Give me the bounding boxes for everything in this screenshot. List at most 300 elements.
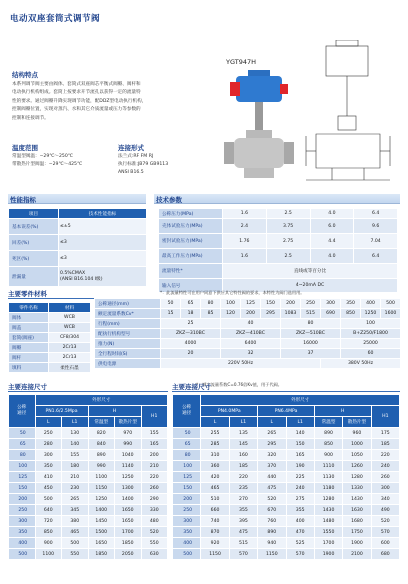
dim-cell: 140 <box>286 428 314 439</box>
dim-cell: 240 <box>371 461 399 472</box>
table-row <box>173 483 400 494</box>
dim-cell: 450 <box>35 483 62 494</box>
tech-cell: 2.75 <box>266 234 310 249</box>
dn-cell: 500 <box>381 299 401 309</box>
dn-cell: 125 <box>241 299 261 309</box>
tech-cell: 6.4 <box>354 209 398 219</box>
features-line: 性的要求。通过阀瓣升降实现调节功能，配DDZ型电动执行机构， <box>12 98 147 104</box>
actuator-cell: ZKZ—510BC <box>281 329 341 339</box>
dim-cell: 1850 <box>88 549 115 560</box>
col-header: L <box>201 417 229 428</box>
dn-cell: 100 <box>173 461 201 472</box>
table-row <box>9 494 168 505</box>
dim-cell: 570 <box>286 549 314 560</box>
table-row <box>173 538 400 549</box>
tech-cell: 2.4 <box>223 219 267 234</box>
features-line: 控制阀瓣位置，实现对蒸汽、水和其它介质流量或压力等参数的 <box>12 107 141 113</box>
perf-label: 回差(%) <box>9 235 59 251</box>
dim-cell: 395 <box>229 516 257 527</box>
dim-cell: 1150 <box>258 549 286 560</box>
dim-cell: 890 <box>258 527 286 538</box>
actuator-cell: ZKZ—310BC <box>161 329 221 339</box>
dim-cell: 420 <box>201 472 229 483</box>
tech-cell: 9.6 <box>354 219 398 234</box>
dim-cell: 310 <box>201 450 229 461</box>
kv-cell: 690 <box>321 309 341 319</box>
dn-cell: 400 <box>173 538 201 549</box>
dim2-table <box>172 394 400 560</box>
dim-cell: 295 <box>258 439 286 450</box>
table-row <box>9 439 168 450</box>
dim-cell: 1680 <box>343 516 371 527</box>
pn-header: PN6.4MPa <box>258 406 315 417</box>
dim-cell: 280 <box>35 439 62 450</box>
group-header: 外形尺寸 <box>35 395 168 406</box>
dn-cell: 300 <box>173 516 201 527</box>
stroke-cell: 100 <box>341 319 401 329</box>
dn-cell: 400 <box>9 538 36 549</box>
kv-cell: 1600 <box>381 309 401 319</box>
kv-cell: 200 <box>241 309 261 319</box>
mat-part: 填料 <box>9 363 49 373</box>
dim-cell: 520 <box>258 494 286 505</box>
features-line: 本系列调节阀主要由阀体、套筒式双座阀芯平衡式阀瓣、阀杆和 <box>12 82 141 87</box>
param-label: 额定流量系数Cv* <box>95 309 161 319</box>
dim-cell: 500 <box>62 538 89 549</box>
conn-line: ANSI B16.5 <box>118 170 144 175</box>
conn-line: 法兰式:RF FM RJ <box>118 154 154 159</box>
mat-heading: 主要零件材料 <box>8 290 47 298</box>
stroke-cell: 25 <box>161 319 221 329</box>
col-header: L <box>258 417 286 428</box>
table-row <box>9 461 168 472</box>
dim-cell: 265 <box>62 494 89 505</box>
dim1-table <box>8 394 168 560</box>
h-header: H <box>88 406 141 417</box>
perf-label: 基本误差(%) <box>9 219 59 235</box>
perf-value: ≤3 <box>59 235 147 251</box>
dim-cell: 465 <box>62 527 89 538</box>
dn-cell: 50 <box>161 299 181 309</box>
perf-heading: 性能指标 <box>10 196 36 204</box>
h1-header: H1 <box>141 406 168 428</box>
dim-cell: 920 <box>201 538 229 549</box>
dim-cell: 210 <box>141 461 168 472</box>
dim-cell: 570 <box>371 527 399 538</box>
table-row <box>173 494 400 505</box>
table-row <box>173 439 400 450</box>
mat-part: 阀瓣 <box>9 343 49 353</box>
thrust-cell: 4000 <box>161 339 221 349</box>
col-header: 散热片型 <box>343 417 371 428</box>
dim-cell: 850 <box>35 527 62 538</box>
tech-table <box>158 208 398 293</box>
dim-cell: 490 <box>371 505 399 516</box>
stroke-cell: 80 <box>281 319 341 329</box>
h-header: H <box>314 406 371 417</box>
table-row <box>9 516 168 527</box>
dn-cell: 250 <box>301 299 321 309</box>
dim-cell: 550 <box>62 549 89 560</box>
thrust-cell: 6400 <box>221 339 281 349</box>
dim-cell: 670 <box>258 505 286 516</box>
tech-label: 最高工作压力(MPa) <box>159 249 223 264</box>
dn-cell: 50 <box>9 428 36 439</box>
dn-cell: 200 <box>9 494 36 505</box>
dim-cell: 1480 <box>314 516 342 527</box>
mat-part: 阀盖 <box>9 323 49 333</box>
mat-table <box>8 302 91 373</box>
dim-cell: 350 <box>35 461 62 472</box>
dim-cell: 1180 <box>314 483 342 494</box>
dim-cell: 680 <box>371 549 399 560</box>
kv-cell: 1250 <box>361 309 381 319</box>
dim-cell: 2100 <box>343 549 371 560</box>
page-title: 电动双座套筒式调节阀 <box>10 14 101 24</box>
dim-cell: 1430 <box>343 494 371 505</box>
dim-cell: 1550 <box>314 527 342 538</box>
table-row <box>173 428 400 439</box>
tech-bar <box>154 194 400 204</box>
perf-col: 技术性能指标 <box>59 209 147 219</box>
table-row <box>173 549 400 560</box>
kv-cell: 120 <box>221 309 241 319</box>
dn-cell: 300 <box>321 299 341 309</box>
dn-header: 公称 通径 <box>9 395 36 428</box>
dim-cell: 1400 <box>88 505 115 516</box>
features-line: 控制和连接调节。 <box>12 115 49 121</box>
power-cell: 380V 50Hz <box>321 359 401 369</box>
dim-cell: 165 <box>141 439 168 450</box>
dim-cell: 440 <box>258 472 286 483</box>
thrust-cell: 16000 <box>281 339 341 349</box>
dim-cell: 145 <box>229 439 257 450</box>
dim-cell: 870 <box>201 527 229 538</box>
dim-cell: 1650 <box>115 505 142 516</box>
temp-line: 常温型阀温：−29℃～250℃ <box>12 154 73 159</box>
dim-cell: 1040 <box>115 450 142 461</box>
dim-cell: 220 <box>371 450 399 461</box>
dn-cell: 100 <box>221 299 241 309</box>
dim-cell: 345 <box>62 505 89 516</box>
dim-cell: 320 <box>258 450 286 461</box>
dim-cell: 850 <box>314 439 342 450</box>
dim-cell: 960 <box>343 428 371 439</box>
dn-cell: 50 <box>173 428 201 439</box>
dim-cell: 1900 <box>343 538 371 549</box>
tech-label: 壳体试验压力(MPa) <box>159 219 223 234</box>
table-row <box>9 428 168 439</box>
time-cell: 20 <box>161 349 221 359</box>
dim-cell: 260 <box>141 483 168 494</box>
param-label: 公称通径(mm) <box>95 299 161 309</box>
table-row <box>9 549 168 560</box>
dim-cell: 155 <box>141 428 168 439</box>
time-cell: 60 <box>341 349 401 359</box>
dn-cell: 300 <box>9 516 36 527</box>
dim-cell: 140 <box>62 439 89 450</box>
mat-col: 材料 <box>49 303 91 313</box>
dim-cell: 500 <box>35 494 62 505</box>
dim-cell: 480 <box>141 516 168 527</box>
dn-cell: 400 <box>361 299 381 309</box>
dim-cell: 1630 <box>343 505 371 516</box>
dim-cell: 1100 <box>35 549 62 560</box>
table-row <box>9 472 168 483</box>
dim-cell: 515 <box>229 538 257 549</box>
dim-cell: 510 <box>201 494 229 505</box>
dn-cell: 350 <box>9 527 36 538</box>
dim-cell: 150 <box>286 439 314 450</box>
mat-material: 2Cr13 <box>49 343 91 353</box>
tech-cell: 6.0 <box>310 219 354 234</box>
dim-cell: 260 <box>371 472 399 483</box>
dim-cell: 465 <box>201 483 229 494</box>
dim-cell: 1250 <box>88 494 115 505</box>
dim-cell: 890 <box>314 428 342 439</box>
mat-part: 套筒(阀座) <box>9 333 49 343</box>
dn-cell: 125 <box>173 472 201 483</box>
kv-cell: 15 <box>161 309 181 319</box>
dim-cell: 820 <box>88 428 115 439</box>
dim-cell: 970 <box>115 428 142 439</box>
dim-cell: 250 <box>35 428 62 439</box>
dim-cell: 1500 <box>88 527 115 538</box>
param-label: 推力(N) <box>95 339 161 349</box>
dim-cell: 570 <box>229 549 257 560</box>
dim-cell: 2050 <box>115 549 142 560</box>
param-label: 全行程时间(S) <box>95 349 161 359</box>
perf-label: 泄漏量 <box>9 267 59 287</box>
dim-cell: 360 <box>201 461 229 472</box>
dim-cell: 225 <box>286 472 314 483</box>
dim-cell: 900 <box>35 538 62 549</box>
dim-cell: 165 <box>286 450 314 461</box>
param-label: 供电电源 <box>95 359 161 369</box>
col-header: 散热片型 <box>115 417 142 428</box>
table-row <box>173 450 400 461</box>
dim-cell: 130 <box>62 428 89 439</box>
dim-cell: 630 <box>141 549 168 560</box>
dim-cell: 990 <box>115 439 142 450</box>
dim-cell: 1900 <box>314 549 342 560</box>
dn-cell: 100 <box>9 461 36 472</box>
dim-cell: 1110 <box>314 461 342 472</box>
dim-cell: 275 <box>286 494 314 505</box>
dim-cell: 475 <box>258 483 286 494</box>
dim-cell: 155 <box>62 450 89 461</box>
dim-cell: 550 <box>141 538 168 549</box>
param-table <box>94 298 401 369</box>
features-line: 电动执行机构组成。套筒上按要求开节流孔以获得一定的流量特 <box>12 90 141 96</box>
table-row <box>9 450 168 461</box>
dim1-heading: 主要连接尺寸 <box>8 383 47 391</box>
dn-cell: 350 <box>173 527 201 538</box>
mat-material: WCB <box>49 323 91 333</box>
dim-cell: 355 <box>286 505 314 516</box>
actuator-cell: ZKZ—410BC <box>221 329 281 339</box>
dim-cell: 285 <box>201 439 229 450</box>
dn-cell: 200 <box>173 494 201 505</box>
mat-part: 阀杆 <box>9 353 49 363</box>
dim-cell: 1130 <box>314 472 342 483</box>
mat-material: 柔性石墨 <box>49 363 91 373</box>
dim-cell: 160 <box>229 450 257 461</box>
dim-cell: 1700 <box>314 538 342 549</box>
time-cell: 32 <box>221 349 281 359</box>
h1-header: H1 <box>371 406 399 428</box>
table-row <box>9 505 168 516</box>
dim-cell: 1150 <box>88 483 115 494</box>
conn-heading: 连接形式 <box>118 144 144 152</box>
dim-cell: 175 <box>371 428 399 439</box>
dim-cell: 235 <box>229 483 257 494</box>
pn-header: PN1.6/2.5Mpa <box>35 406 88 417</box>
dim-cell: 1260 <box>343 461 371 472</box>
dim-cell: 265 <box>258 428 286 439</box>
pn-header: PN4.0MPa <box>201 406 258 417</box>
tech-cell: 3.75 <box>266 219 310 234</box>
table-row <box>173 527 400 538</box>
table-row <box>9 483 168 494</box>
stroke-cell: 40 <box>221 319 281 329</box>
tech-heading: 技术参数 <box>156 196 182 204</box>
dim-cell: 370 <box>258 461 286 472</box>
dim-cell: 270 <box>229 494 257 505</box>
dn-cell: 500 <box>9 549 36 560</box>
tech-cell: 4.0 <box>310 209 354 219</box>
mat-material: WCB <box>49 313 91 323</box>
dn-header: 公称 通径 <box>173 395 201 428</box>
power-cell: 220V 50Hz <box>161 359 321 369</box>
col-header: L1 <box>286 417 314 428</box>
dim-cell: 660 <box>201 505 229 516</box>
dim-cell: 720 <box>35 516 62 527</box>
dim-cell: 240 <box>286 483 314 494</box>
temp-heading: 温度范围 <box>12 144 38 152</box>
dn-cell: 150 <box>9 483 36 494</box>
col-header: L1 <box>229 417 257 428</box>
table-row <box>173 461 400 472</box>
dn-cell: 65 <box>173 439 201 450</box>
dim-cell: 1330 <box>343 483 371 494</box>
features-heading: 结构特点 <box>12 71 38 79</box>
kv-cell: 85 <box>201 309 221 319</box>
col-header: 常温型 <box>88 417 115 428</box>
dim-cell: 890 <box>88 450 115 461</box>
tech-cell: 直线或等百分比 <box>223 264 398 279</box>
dim-cell: 340 <box>371 494 399 505</box>
dim-cell: 1000 <box>343 439 371 450</box>
tech-label: 输入信号 <box>159 279 223 293</box>
param-label: 行程(mm) <box>95 319 161 329</box>
divider <box>8 391 168 392</box>
table-row <box>173 505 400 516</box>
dim-cell: 300 <box>35 450 62 461</box>
tech-cell: 4.4 <box>310 234 354 249</box>
dim-cell: 220 <box>229 472 257 483</box>
dim-cell: 410 <box>35 472 62 483</box>
dn-cell: 150 <box>173 483 201 494</box>
dn-cell: 500 <box>173 549 201 560</box>
divider <box>172 391 400 392</box>
tech-cell: 1.76 <box>223 234 267 249</box>
kv-cell: 850 <box>341 309 361 319</box>
tech-note: *：此流量特性可在用户同意下供应其它特性阀的要求，本特性为阀门选用用。 <box>160 290 305 295</box>
dim-cell: 255 <box>201 428 229 439</box>
group-header: 外形尺寸 <box>201 395 400 406</box>
dim-cell: 475 <box>229 527 257 538</box>
dim-cell: 470 <box>286 527 314 538</box>
kv-cell: 295 <box>261 309 281 319</box>
dim-cell: 185 <box>229 461 257 472</box>
table-row <box>9 538 168 549</box>
table-row <box>173 472 400 483</box>
dim-cell: 330 <box>141 505 168 516</box>
dim-cell: 1650 <box>88 538 115 549</box>
dn-cell: 125 <box>9 472 36 483</box>
tech-cell: 4.0 <box>310 249 354 264</box>
dim-cell: 990 <box>88 461 115 472</box>
dn-cell: 250 <box>173 505 201 516</box>
tech-label: 公称压力(MPa) <box>159 209 223 219</box>
dim-cell: 200 <box>141 450 168 461</box>
dim-cell: 135 <box>229 428 257 439</box>
dim-cell: 940 <box>258 538 286 549</box>
dim-cell: 210 <box>62 472 89 483</box>
kv-cell: 1083 <box>281 309 301 319</box>
dn-cell: 80 <box>201 299 221 309</box>
dim-cell: 1250 <box>115 472 142 483</box>
mat-material: 2Cr13 <box>49 353 91 363</box>
tech-cell: 2.5 <box>266 209 310 219</box>
dim-cell: 220 <box>141 472 168 483</box>
perf-table <box>8 208 147 287</box>
dn-cell: 150 <box>261 299 281 309</box>
dim-cell: 1650 <box>115 516 142 527</box>
table-row <box>9 527 168 538</box>
dim-cell: 180 <box>62 461 89 472</box>
dim-cell: 1300 <box>115 483 142 494</box>
kv-cell: 515 <box>301 309 321 319</box>
tech-label: 密封试验压力(MPa) <box>159 234 223 249</box>
dim-cell: 1850 <box>115 538 142 549</box>
dim-cell: 400 <box>286 516 314 527</box>
dim-cell: 1140 <box>115 461 142 472</box>
dim-cell: 380 <box>62 516 89 527</box>
dim-cell: 760 <box>258 516 286 527</box>
dn-cell: 80 <box>173 450 201 461</box>
dim-cell: 840 <box>88 439 115 450</box>
time-cell: 37 <box>281 349 341 359</box>
mat-part: 阀体 <box>9 313 49 323</box>
dim-cell: 900 <box>314 450 342 461</box>
conn-line: 执行标准:JB79 GB9113 <box>118 162 169 167</box>
dim-cell: 640 <box>35 505 62 516</box>
dim-cell: 520 <box>141 527 168 538</box>
tech-cell: 6.4 <box>354 249 398 264</box>
dim-cell: 290 <box>141 494 168 505</box>
col-header: 常温型 <box>314 417 342 428</box>
dim-cell: 740 <box>201 516 229 527</box>
dim-cell: 1750 <box>343 527 371 538</box>
dn-cell: 350 <box>341 299 361 309</box>
dim-cell: 355 <box>229 505 257 516</box>
tech-label: 流量特性* <box>159 264 223 279</box>
valve-drawing <box>302 40 394 186</box>
dim-cell: 300 <box>371 483 399 494</box>
param-label: 配执行机构型号 <box>95 329 161 339</box>
